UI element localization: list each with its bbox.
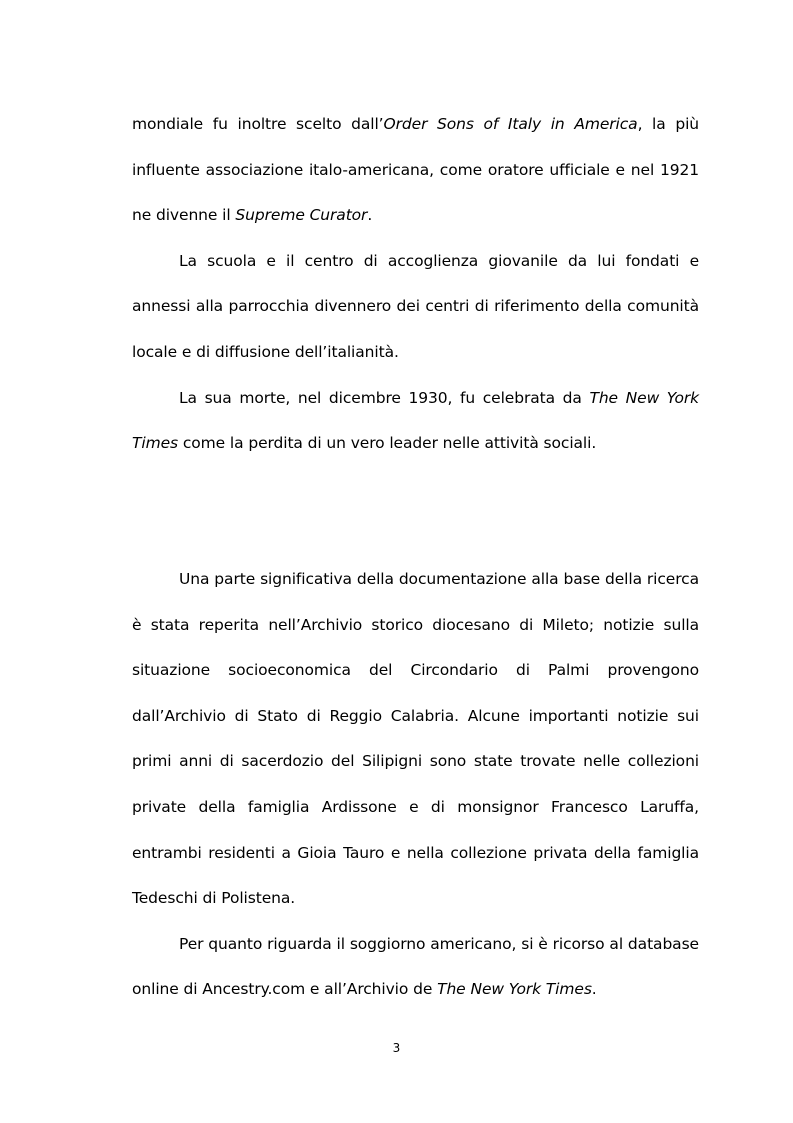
paragraph-death [132,376,699,467]
text-section-1 [132,102,699,467]
text-run: , la più influente associazione italo-americana, come oratore ufficiale e nel 1921 ne divenne il [132,115,700,225]
text-run: Per quanto riguarda il soggiorno americano, si è ricorso al database online di Ancestry.com e all’Archivio de [132,934,699,999]
text-run: Una parte significativa della documentazione alla base della ricerca è stata reperita nell’Archivio storico diocesano di Mileto; notizie sulla situazione socioeconomica del Circondario di Palmi provengono dall’Archivio di Stato di Reggio Calabria. Alcune importanti notizie sui primi anni di sacerdozio del Silipigni sono state trovate nelle collezioni private della famiglia Ardissone e di monsignor Francesco Laruffa, entrambi residenti a Gioia Tauro e nella collezione privata della famiglia Tedeschi di Polistena. [132,570,699,908]
paragraph-order-sons-of-italy [132,102,699,239]
paragraph-american-sources [132,922,699,1013]
italic-newspaper: The New York Times [437,980,592,999]
text-run: come la perdita di un vero leader nelle attività sociali. [178,434,597,453]
italic-title: Supreme Curator [235,206,368,225]
paragraph-school [132,239,699,376]
text-run: La scuola e il centro di accoglienza giovanile da lui fondati e annessi alla parrocchia divennero dei centri di riferimento della comunità locale e di diffusione dell’italianità. [132,251,699,361]
page-number: 3 [392,1041,401,1055]
paragraph-sources [132,557,699,922]
text-run: mondiale fu inoltre scelto dall’ [132,115,384,133]
text-run: La sua morte, nel dicembre 1930, fu celebrata da [179,388,590,407]
italic-org-name: Order Sons of Italy in America [383,115,638,133]
text-section-2 [132,557,699,1013]
italic-newspaper: The New York Times [132,388,699,453]
text-run: . [591,980,597,999]
text-run: . [367,206,373,225]
